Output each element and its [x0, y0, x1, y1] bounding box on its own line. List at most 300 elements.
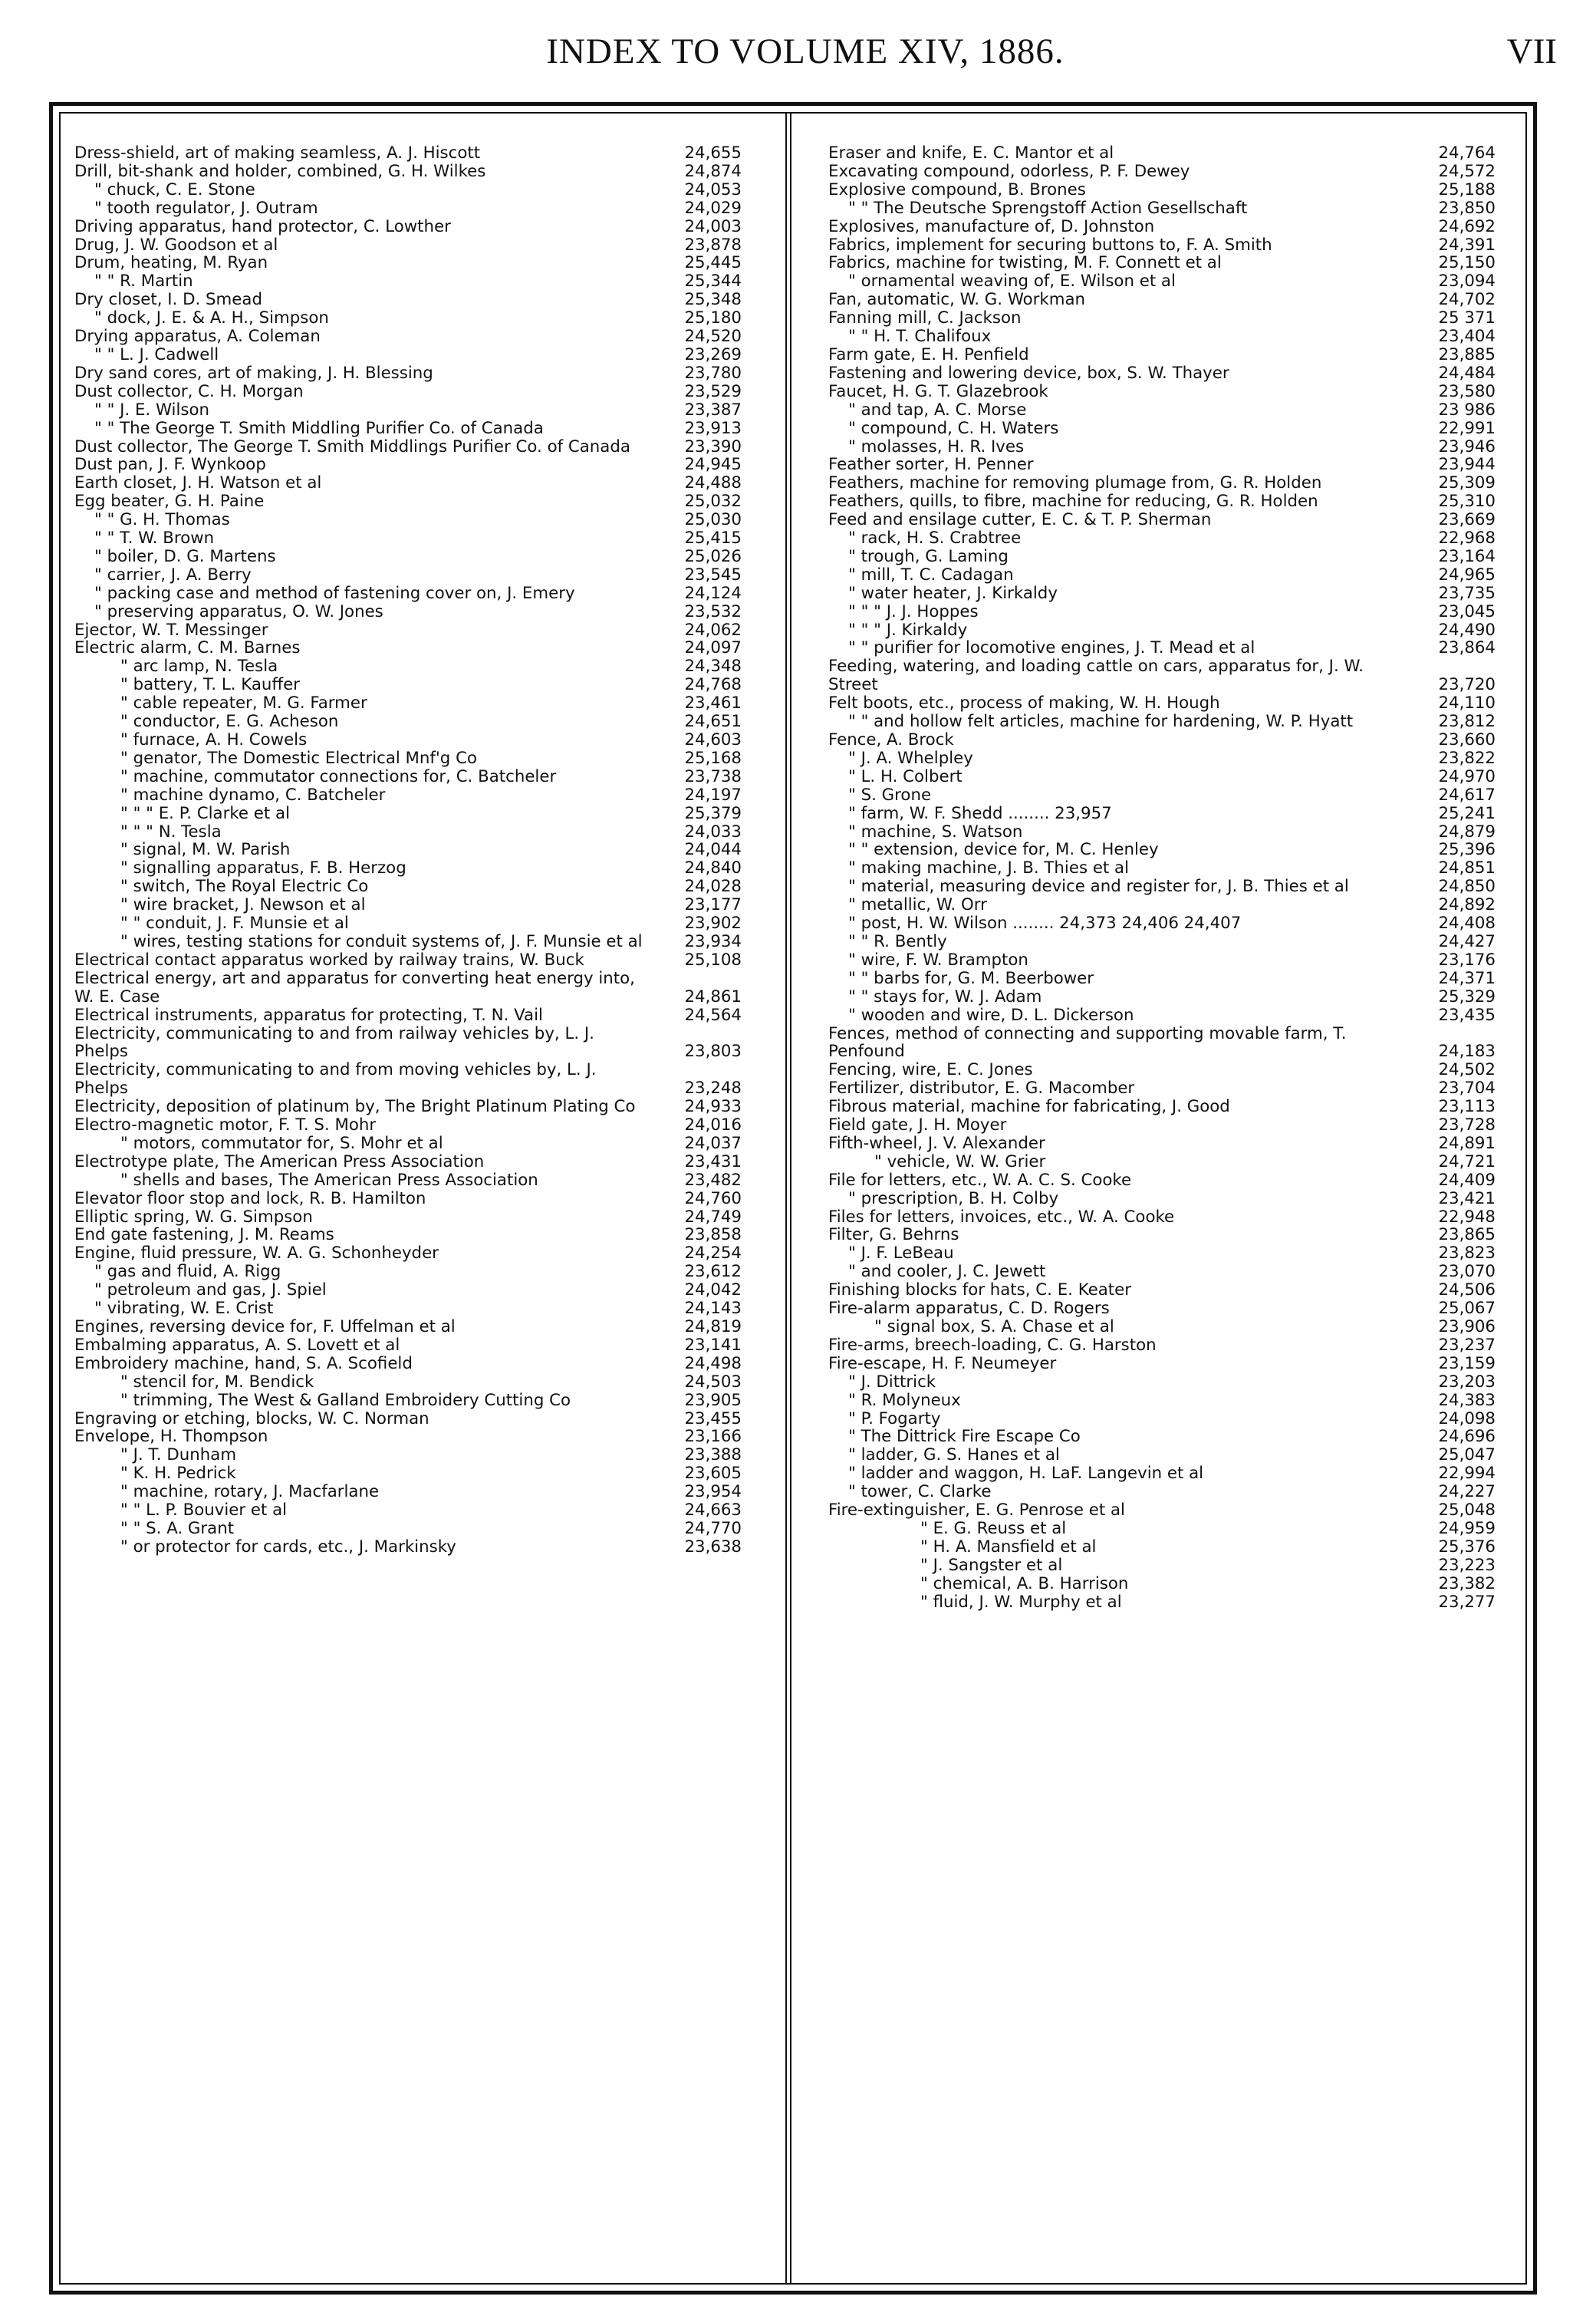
- patent-number: 23,529: [684, 381, 742, 401]
- index-entry: [74, 585, 742, 603]
- entry-text: Dress-shield, art of making seamless, A. J. Hiscott: [74, 144, 481, 163]
- index-entry: [828, 401, 1496, 420]
- entry-text: " " conduit, J. F. Munsie et al: [120, 914, 349, 933]
- index-entry: [828, 878, 1496, 896]
- entry-text: " J. A. Whelpley: [848, 749, 973, 768]
- entry-text: " genator, The Domestic Electrical Mnf'g Co: [120, 749, 477, 768]
- index-entry: [74, 896, 742, 914]
- index-entry: [828, 1116, 1496, 1135]
- entry-text: " ladder and waggon, H. LaF. Langevin et al: [848, 1464, 1204, 1484]
- patent-number: 23,946: [1438, 437, 1496, 456]
- patent-number: 24,029: [684, 198, 742, 218]
- index-entry: [828, 970, 1496, 988]
- index-entry: [828, 1501, 1496, 1520]
- entry-text: " tooth regulator, J. Outram: [94, 199, 318, 218]
- entry-text: Drum, heating, M. Ryan: [74, 254, 268, 273]
- patent-number: 24,484: [1438, 363, 1496, 383]
- index-entry: [74, 199, 742, 218]
- entry-text: " carrier, J. A. Berry: [94, 565, 252, 585]
- index-entry: [74, 1190, 742, 1208]
- page-title: INDEX TO VOLUME XIV, 1886.: [546, 31, 1065, 71]
- patent-number: 23,404: [1438, 327, 1496, 347]
- entry-text: " battery, T. L. Kauffer: [120, 676, 300, 695]
- index-entry: [74, 1520, 742, 1538]
- entry-text: Drug, J. W. Goodson et al: [74, 236, 278, 255]
- index-entry: [74, 768, 742, 786]
- patent-number: 25,067: [1438, 1299, 1496, 1319]
- index-entry: [828, 199, 1496, 218]
- patent-number: 23,141: [684, 1335, 742, 1355]
- entry-text: " or protector for cards, etc., J. Markinsky: [120, 1537, 456, 1557]
- entry-text: " boiler, D. G. Martens: [94, 547, 276, 566]
- patent-number: 23,878: [684, 235, 742, 255]
- patent-number: 23,237: [1438, 1335, 1496, 1355]
- entry-text: " machine, commutator connections for, C. Batcheler: [120, 767, 557, 786]
- index-entry: [74, 1006, 742, 1025]
- patent-number: 25 371: [1438, 308, 1496, 328]
- patent-number: 25,309: [1438, 473, 1496, 493]
- entry-text: Fabrics, machine for twisting, M. F. Connett et al: [828, 254, 1222, 273]
- index-entry: [828, 823, 1496, 842]
- entry-text: Engine, fluid pressure, W. A. G. Schonheyder: [74, 1244, 439, 1263]
- entry-text: " " " E. P. Clarke et al: [120, 804, 290, 823]
- index-entry: [828, 1557, 1496, 1575]
- index-entry: [74, 1318, 742, 1336]
- index-entry: [74, 1336, 742, 1355]
- entry-text: Felt boots, etc., process of making, W. H. Hough: [828, 694, 1220, 713]
- entry-text: Feeding, watering, and loading cattle on cars, apparatus for, J. W. Street: [828, 657, 1364, 695]
- patent-number: 23,431: [684, 1151, 742, 1171]
- entry-text: Dry sand cores, art of making, J. H. Blessing: [74, 364, 433, 383]
- patent-number: 24,044: [684, 840, 742, 860]
- patent-number: 23,822: [1438, 748, 1496, 768]
- entry-text: Fanning mill, C. Jackson: [828, 309, 1022, 328]
- entry-text: " J. Sangster et al: [920, 1556, 1063, 1575]
- index-entry: [74, 878, 742, 896]
- index-frame: [49, 102, 1537, 2295]
- index-entry: [828, 1025, 1496, 1062]
- patent-number: 24,564: [684, 1005, 742, 1025]
- patent-number: 24,062: [684, 620, 742, 640]
- index-entry: [74, 420, 742, 438]
- entry-text: " " L. P. Bouvier et al: [120, 1501, 288, 1520]
- entry-text: " " " J. J. Hoppes: [848, 602, 979, 621]
- patent-number: 23,435: [1438, 1005, 1496, 1025]
- index-entry: [74, 236, 742, 255]
- entry-text: " " R. Martin: [94, 272, 193, 292]
- index-entry: [74, 1501, 742, 1520]
- patent-number: 25,030: [684, 510, 742, 530]
- patent-number: 23,387: [684, 400, 742, 420]
- entry-text: " making machine, J. B. Thies et al: [848, 859, 1130, 878]
- entry-text: Electrical instruments, apparatus for protecting, T. N. Vail: [74, 1006, 543, 1025]
- entry-text: " wire bracket, J. Newson et al: [120, 896, 366, 915]
- index-entry: [828, 988, 1496, 1006]
- patent-number: 23,913: [684, 418, 742, 438]
- entry-text: Drying apparatus, A. Coleman: [74, 328, 321, 346]
- entry-text: " cable repeater, M. G. Farmer: [120, 694, 367, 713]
- entry-text: Electricity, communicating to and from moving vehicles by, L. J. Phelps: [74, 1061, 597, 1099]
- patent-number: 24,945: [684, 455, 742, 475]
- entry-text: Filter, G. Behrns: [828, 1226, 959, 1245]
- patent-number: 23,865: [1438, 1225, 1496, 1245]
- entry-text: Driving apparatus, hand protector, C. Lowther: [74, 217, 451, 236]
- patent-number: 23,738: [684, 766, 742, 786]
- patent-number: 24,965: [1438, 565, 1496, 585]
- patent-number: 24,488: [684, 473, 742, 493]
- patent-number: 23,803: [684, 1042, 742, 1062]
- index-entry: [828, 768, 1496, 786]
- index-entry: [74, 272, 742, 291]
- patent-number: 25,445: [684, 253, 742, 273]
- index-entry: [828, 364, 1496, 383]
- index-entry: [828, 841, 1496, 859]
- patent-number: 24,227: [1438, 1482, 1496, 1502]
- index-entry: [828, 420, 1496, 438]
- entry-text: End gate fastening, J. M. Reams: [74, 1226, 334, 1245]
- patent-number: 25,241: [1438, 803, 1496, 823]
- entry-text: " " R. Bently: [848, 932, 947, 951]
- patent-number: 25,188: [1438, 180, 1496, 199]
- entry-text: Fan, automatic, W. G. Workman: [828, 291, 1086, 310]
- patent-number: 24,603: [684, 730, 742, 749]
- patent-number: 24,498: [684, 1353, 742, 1373]
- index-entry: [74, 309, 742, 328]
- index-entry: [828, 1483, 1496, 1501]
- patent-number: 25,348: [684, 290, 742, 310]
- index-entry: [74, 529, 742, 548]
- index-entry: [828, 493, 1496, 511]
- entry-text: " ornamental weaving of, E. Wilson et al: [848, 272, 1176, 292]
- entry-text: Dust pan, J. F. Wynkoop: [74, 456, 266, 475]
- index-entry: [828, 456, 1496, 474]
- index-entry: [74, 1355, 742, 1373]
- patent-number: 24,490: [1438, 620, 1496, 640]
- entry-text: " machine, S. Watson: [848, 822, 1023, 842]
- entry-text: " wire, F. W. Brampton: [848, 950, 1028, 970]
- index-entry: [828, 603, 1496, 621]
- index-entry: [74, 1483, 742, 1501]
- entry-text: Feathers, quills, to fibre, machine for reducing, G. R. Holden: [828, 493, 1318, 512]
- entry-text: " The Dittrick Fire Escape Co: [848, 1428, 1081, 1447]
- patent-number: 23,858: [684, 1225, 742, 1245]
- patent-number: 23,720: [1438, 675, 1496, 695]
- entry-text: " J. F. LeBeau: [848, 1244, 954, 1263]
- index-entry: [74, 676, 742, 694]
- patent-number: 23,382: [1438, 1573, 1496, 1593]
- index-entry: [828, 1538, 1496, 1557]
- patent-number: 23,164: [1438, 546, 1496, 566]
- patent-number: 23,203: [1438, 1372, 1496, 1392]
- patent-number: 24,572: [1438, 161, 1496, 181]
- patent-number: 24,254: [684, 1244, 742, 1263]
- index-entry: [74, 1392, 742, 1410]
- entry-text: " " " N. Tesla: [120, 822, 222, 842]
- index-entry: [828, 291, 1496, 309]
- patent-number: 23,954: [684, 1482, 742, 1502]
- entry-text: " signal box, S. A. Chase et al: [874, 1318, 1114, 1336]
- patent-number: 23,070: [1438, 1262, 1496, 1282]
- patent-number: 24,891: [1438, 1133, 1496, 1153]
- patent-number: 24,651: [684, 712, 742, 732]
- entry-text: " wires, testing stations for conduit systems of, J. F. Munsie et al: [120, 932, 643, 951]
- index-entry: [828, 548, 1496, 566]
- patent-number: 24,892: [1438, 895, 1496, 915]
- patent-number: 25,379: [684, 803, 742, 823]
- index-entry: [74, 1061, 742, 1098]
- patent-number: 24,016: [684, 1115, 742, 1135]
- entry-text: " stencil for, M. Bendick: [120, 1372, 314, 1392]
- index-entry: [828, 1208, 1496, 1227]
- index-entry: [74, 456, 742, 474]
- entry-text: " preserving apparatus, O. W. Jones: [94, 602, 383, 621]
- entry-text: " trough, G. Laming: [848, 547, 1009, 566]
- patent-number: 24,692: [1438, 216, 1496, 236]
- index-entry: [828, 933, 1496, 951]
- entry-text: Fencing, wire, E. C. Jones: [828, 1061, 1033, 1080]
- entry-text: " " H. T. Chalifoux: [848, 328, 992, 346]
- index-entry: [828, 621, 1496, 640]
- entry-text: Engines, reversing device for, F. Uffelman et al: [74, 1318, 456, 1336]
- patent-number: 23,934: [684, 931, 742, 951]
- index-entry: [828, 1263, 1496, 1281]
- patent-number: 24,861: [684, 987, 742, 1006]
- entry-text: Fastening and lowering device, box, S. W. Thayer: [828, 364, 1229, 383]
- entry-text: Elliptic spring, W. G. Simpson: [74, 1207, 313, 1227]
- patent-number: 24,143: [684, 1299, 742, 1319]
- index-entry: [828, 1281, 1496, 1300]
- index-entry: [74, 383, 742, 401]
- patent-number: 23,944: [1438, 455, 1496, 475]
- index-entry: [74, 786, 742, 805]
- entry-text: " compound, C. H. Waters: [848, 419, 1059, 438]
- index-entry: [74, 346, 742, 364]
- entry-text: " P. Fogarty: [848, 1409, 941, 1428]
- patent-number: 23,669: [1438, 510, 1496, 530]
- patent-number: 23,388: [684, 1445, 742, 1465]
- patent-number: 24,053: [684, 180, 742, 199]
- index-entry: [828, 805, 1496, 823]
- index-entry: [828, 181, 1496, 199]
- patent-number: 24,003: [684, 216, 742, 236]
- index-entry: [74, 1244, 742, 1263]
- patent-number: 24,850: [1438, 877, 1496, 897]
- entry-text: " motors, commutator for, S. Mohr et al: [120, 1134, 443, 1153]
- entry-text: " vibrating, W. E. Crist: [94, 1300, 274, 1318]
- index-entry: [74, 970, 742, 1006]
- entry-text: " switch, The Royal Electric Co: [120, 878, 369, 897]
- entry-text: " ladder, G. S. Hanes et al: [848, 1446, 1060, 1465]
- entry-text: " L. H. Colbert: [848, 767, 963, 786]
- patent-number: 23,660: [1438, 730, 1496, 749]
- entry-text: Embalming apparatus, A. S. Lovett et al: [74, 1336, 400, 1355]
- patent-number: 24,391: [1438, 235, 1496, 255]
- entry-text: " J. Dittrick: [848, 1372, 936, 1392]
- patent-number: 24,770: [684, 1518, 742, 1538]
- patent-number: 23,580: [1438, 381, 1496, 401]
- index-entry: [828, 1336, 1496, 1355]
- entry-text: Faucet, H. G. T. Glazebrook: [828, 382, 1048, 401]
- index-entry: [74, 1281, 742, 1300]
- patent-number: 24,427: [1438, 931, 1496, 951]
- entry-text: " " G. H. Thomas: [94, 511, 230, 530]
- column-divider-inner: [790, 114, 791, 2283]
- patent-number: 25,376: [1438, 1537, 1496, 1557]
- entry-text: " K. H. Pedrick: [120, 1464, 236, 1484]
- entry-text: " conductor, E. G. Acheson: [120, 713, 339, 731]
- index-entry: [74, 493, 742, 511]
- patent-number: 24,933: [684, 1097, 742, 1117]
- index-entry: [828, 1006, 1496, 1025]
- index-entry: [828, 1135, 1496, 1153]
- entry-text: Farm gate, E. H. Penfield: [828, 345, 1029, 364]
- patent-number: 23,638: [684, 1537, 742, 1557]
- patent-number: 24,879: [1438, 822, 1496, 842]
- index-entry: [74, 621, 742, 640]
- entry-text: Excavating compound, odorless, P. F. Dewey: [828, 162, 1190, 181]
- patent-number: 23,045: [1438, 601, 1496, 621]
- patent-number: 23,612: [684, 1262, 742, 1282]
- index-entry: [828, 951, 1496, 970]
- page-number: VII: [1506, 31, 1557, 71]
- entry-text: Fire-extinguisher, E. G. Penrose et al: [828, 1501, 1125, 1520]
- entry-text: " " The Deutsche Sprengstoff Action Gesellschaft: [848, 199, 1248, 218]
- entry-text: Egg beater, G. H. Paine: [74, 493, 265, 512]
- entry-text: " " J. E. Wilson: [94, 400, 209, 420]
- entry-text: " " L. J. Cadwell: [94, 345, 219, 364]
- index-entry: [828, 1190, 1496, 1208]
- index-entry: [828, 896, 1496, 914]
- right-column: [828, 144, 1496, 1612]
- patent-number: 22,948: [1438, 1207, 1496, 1227]
- entry-text: " chemical, A. B. Harrison: [920, 1574, 1129, 1593]
- index-entry: [828, 1153, 1496, 1171]
- entry-text: " S. Grone: [848, 786, 932, 805]
- index-entry: [828, 328, 1496, 346]
- entry-text: " E. G. Reuss et al: [920, 1519, 1067, 1538]
- entry-text: Fibrous material, machine for fabricating, J. Good: [828, 1098, 1230, 1117]
- index-entry: [828, 1593, 1496, 1612]
- index-entry: [828, 713, 1496, 731]
- index-entry: [74, 1373, 742, 1392]
- patent-number: 24,124: [684, 583, 742, 603]
- patent-number: 23,159: [1438, 1353, 1496, 1373]
- entry-text: " " barbs for, G. M. Beerbower: [848, 969, 1094, 988]
- index-entry: [828, 1244, 1496, 1263]
- patent-number: 23,248: [684, 1079, 742, 1099]
- index-entry: [828, 1061, 1496, 1079]
- index-entry: [74, 713, 742, 731]
- index-entry: [74, 639, 742, 657]
- patent-number: 23 986: [1438, 400, 1496, 420]
- entry-text: Dry closet, I. D. Smead: [74, 291, 262, 310]
- patent-number: 24,348: [684, 657, 742, 677]
- patent-number: 22,994: [1438, 1464, 1496, 1484]
- entry-text: Electricity, deposition of platinum by, The Bright Platinum Plating Co: [74, 1098, 636, 1117]
- entry-text: Electro-magnetic motor, F. T. S. Mohr: [74, 1116, 377, 1135]
- entry-text: " wooden and wire, D. L. Dickerson: [848, 1006, 1134, 1025]
- patent-number: 24,696: [1438, 1427, 1496, 1447]
- index-entry: [828, 1355, 1496, 1373]
- entry-text: " gas and fluid, A. Rigg: [94, 1263, 281, 1282]
- entry-text: " signalling apparatus, F. B. Herzog: [120, 859, 406, 878]
- index-entry: [828, 383, 1496, 401]
- index-entry: [828, 144, 1496, 163]
- entry-text: Feather sorter, H. Penner: [828, 456, 1034, 475]
- entry-text: " " purifier for locomotive engines, J. T. Mead et al: [848, 639, 1255, 658]
- entry-text: Fences, method of connecting and supporting movable farm, T. Penfound: [828, 1024, 1347, 1062]
- index-entry: [828, 1428, 1496, 1446]
- index-entry: [828, 1171, 1496, 1190]
- patent-number: 24,028: [684, 877, 742, 897]
- patent-number: 23,864: [1438, 638, 1496, 658]
- entry-text: Fire-alarm apparatus, C. D. Rogers: [828, 1300, 1110, 1318]
- index-entry: [74, 511, 742, 529]
- patent-number: 24,037: [684, 1133, 742, 1153]
- entry-text: Earth closet, J. H. Watson et al: [74, 474, 322, 493]
- entry-text: Engraving or etching, blocks, W. C. Norman: [74, 1409, 429, 1428]
- patent-number: 23,704: [1438, 1079, 1496, 1099]
- index-entry: [74, 731, 742, 749]
- patent-number: 24,749: [684, 1207, 742, 1227]
- patent-number: 24,655: [684, 143, 742, 163]
- index-entry: [828, 309, 1496, 328]
- index-entry: [828, 786, 1496, 805]
- patent-number: 24,959: [1438, 1518, 1496, 1538]
- index-entry: [74, 144, 742, 163]
- entry-text: " molasses, H. R. Ives: [848, 437, 1025, 456]
- index-entry: [828, 511, 1496, 529]
- entry-text: " shells and bases, The American Press Association: [120, 1171, 538, 1190]
- index-entry: [74, 1263, 742, 1281]
- entry-text: " signal, M. W. Parish: [120, 841, 291, 860]
- entry-text: " dock, J. E. & A. H., Simpson: [94, 309, 329, 328]
- patent-number: 23,885: [1438, 344, 1496, 364]
- patent-number: 24,408: [1438, 914, 1496, 934]
- patent-number: 23,166: [684, 1427, 742, 1447]
- index-entry: [828, 1318, 1496, 1336]
- entry-text: Electric alarm, C. M. Barnes: [74, 639, 301, 658]
- patent-number: 24,097: [684, 638, 742, 658]
- index-entry: [74, 694, 742, 713]
- index-entry: [74, 1116, 742, 1135]
- patent-number: 25,415: [684, 529, 742, 549]
- patent-number: 22,991: [1438, 418, 1496, 438]
- patent-number: 24,721: [1438, 1151, 1496, 1171]
- patent-number: 25,310: [1438, 492, 1496, 512]
- patent-number: 25,344: [684, 272, 742, 292]
- entry-text: Fire-arms, breech-loading, C. G. Harston: [828, 1336, 1157, 1355]
- index-entry: [74, 951, 742, 970]
- patent-number: 23,277: [1438, 1592, 1496, 1612]
- index-entry: [74, 566, 742, 585]
- patent-number: 24,383: [1438, 1390, 1496, 1410]
- entry-text: " chuck, C. E. Stone: [94, 180, 255, 199]
- patent-number: 25,026: [684, 546, 742, 566]
- patent-number: 23,823: [1438, 1244, 1496, 1263]
- patent-number: 23,177: [684, 895, 742, 915]
- patent-number: 24,520: [684, 327, 742, 347]
- entry-text: " " The George T. Smith Middling Purifier Co. of Canada: [94, 419, 544, 438]
- patent-number: 23,812: [1438, 712, 1496, 732]
- index-entry: [74, 181, 742, 199]
- entry-text: Explosive compound, B. Brones: [828, 180, 1086, 199]
- index-entry: [74, 163, 742, 181]
- patent-number: 24,840: [684, 858, 742, 878]
- index-entry: [828, 859, 1496, 878]
- patent-number: 25,108: [684, 950, 742, 970]
- index-entry: [74, 1098, 742, 1116]
